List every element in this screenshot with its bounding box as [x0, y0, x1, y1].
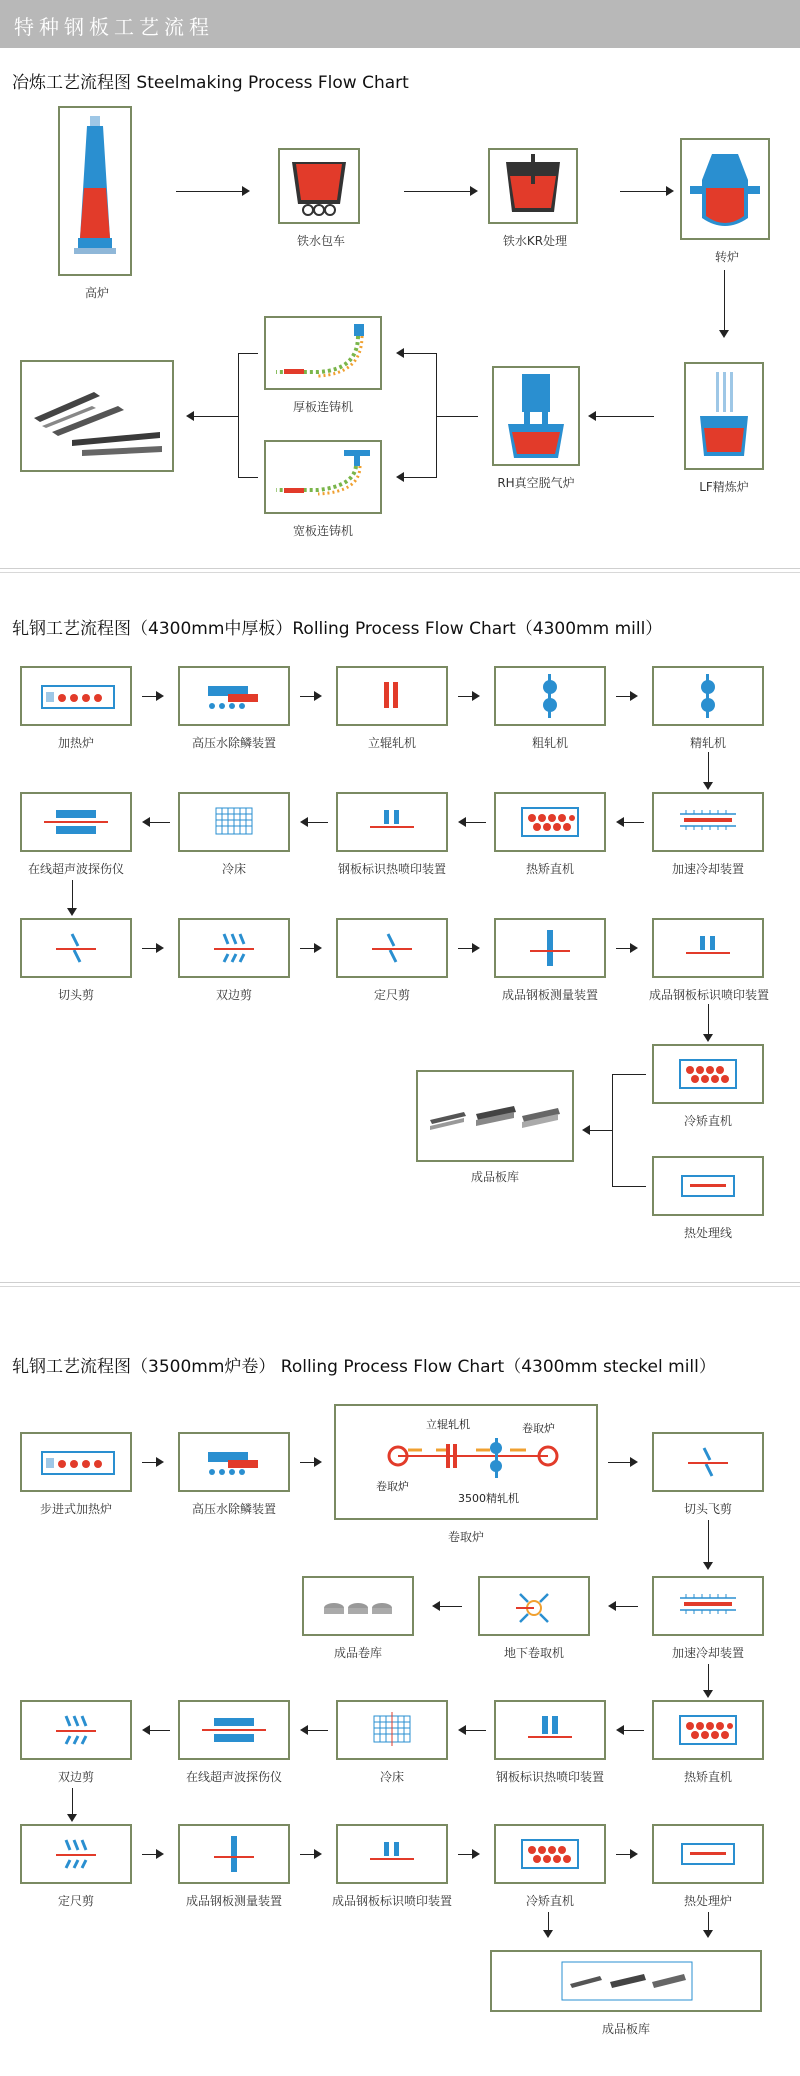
node-label: 卷取炉 — [447, 1530, 484, 1544]
node-label: 厚板连铸机 — [292, 400, 353, 414]
page-title: 特种钢板工艺流程 — [14, 15, 214, 39]
node-label: 粗轧机 — [531, 736, 568, 750]
crop-flying-shear-box — [652, 1432, 764, 1492]
shear-icon — [338, 920, 446, 976]
marking-device-icon — [654, 920, 762, 976]
header-bar — [0, 0, 800, 48]
accelerated-cooling-icon — [654, 794, 762, 850]
hot-leveler-icon — [496, 794, 604, 850]
vertical-mill-label: 立辊轧机 — [426, 1418, 470, 1431]
section1-title: 冶炼工艺流程图 Steelmaking Process Flow Chart — [12, 73, 409, 93]
accelerated-cooling-box — [652, 792, 764, 852]
hot-leveler-icon — [654, 1702, 762, 1758]
double-shear-icon — [180, 920, 288, 976]
measuring-device-icon — [180, 1826, 288, 1882]
heating-furnace-icon — [22, 1434, 130, 1490]
node-label: 加热炉 — [57, 736, 94, 750]
kr-ladle-icon — [490, 150, 576, 222]
heating-furnace-box — [20, 666, 132, 726]
lf-furnace-icon — [686, 364, 762, 468]
node-label: 热处理炉 — [683, 1894, 732, 1908]
measuring-device-box — [494, 918, 606, 978]
walking-beam-furnace-box — [20, 1432, 132, 1492]
node-label: 成品钢板标识喷印装置 — [331, 1894, 452, 1908]
final-marking-box — [652, 918, 764, 978]
node-label: 热矫直机 — [525, 862, 574, 876]
wide-slab-caster-box — [264, 440, 382, 514]
coil-storage-box — [302, 1576, 414, 1636]
marking-device-icon — [496, 1702, 604, 1758]
thick-slab-caster-box — [264, 316, 382, 390]
heat-treatment-icon — [654, 1826, 762, 1882]
node-label: LF精炼炉 — [699, 480, 749, 494]
coil-furnace-right-label: 卷取炉 — [522, 1422, 555, 1435]
hot-leveler-box — [494, 792, 606, 852]
node-label: 成品卷库 — [333, 1646, 382, 1660]
final-marking-box — [336, 1824, 448, 1884]
node-label: 步进式加热炉 — [39, 1502, 112, 1516]
slab-caster-icon — [266, 318, 380, 388]
hot-leveler-box — [652, 1700, 764, 1760]
finishing-mill-label: 3500精轧机 — [458, 1492, 519, 1505]
ultrasonic-tester-box — [178, 1700, 290, 1760]
finishing-mill-box — [652, 666, 764, 726]
node-label: 在线超声波探伤仪 — [27, 862, 124, 876]
node-label: 钢板标识热喷印装置 — [337, 862, 446, 876]
node-label: 切头飞剪 — [683, 1502, 732, 1516]
cooling-bed-icon — [338, 1702, 446, 1758]
lf-furnace-box — [684, 362, 764, 470]
cooling-bed-box — [178, 792, 290, 852]
crop-shear-box — [20, 918, 132, 978]
node-label: 高炉 — [84, 286, 109, 300]
cooling-bed-box — [336, 1700, 448, 1760]
node-label: 在线超声波探伤仪 — [185, 1770, 282, 1784]
node-label: 热处理线 — [683, 1226, 732, 1240]
blast-furnace-box — [58, 106, 132, 276]
heat-treatment-furnace-box — [652, 1824, 764, 1884]
ultrasonic-tester-icon — [180, 1702, 288, 1758]
node-label: 铁水包车 — [296, 234, 345, 248]
slab-product-box — [20, 360, 174, 472]
marking-device-icon — [338, 1826, 446, 1882]
cold-leveler-box — [494, 1824, 606, 1884]
finished-plate-storage-box — [490, 1950, 762, 2012]
steckel-mill-box — [334, 1404, 598, 1520]
node-label: 冷床 — [221, 862, 246, 876]
node-label: 转炉 — [714, 250, 739, 264]
hot-marking-box — [336, 792, 448, 852]
node-label: 加速冷却装置 — [671, 1646, 744, 1660]
heat-treatment-icon — [654, 1158, 762, 1214]
ladle-car-icon — [280, 150, 358, 222]
heat-treatment-line-box — [652, 1156, 764, 1216]
roughing-mill-icon — [496, 668, 604, 724]
double-shear-icon — [22, 1702, 130, 1758]
double-shear-icon — [22, 1826, 130, 1882]
cold-leveler-box — [652, 1044, 764, 1104]
finished-plate-storage-box — [416, 1070, 574, 1162]
hot-metal-ladle-car-box — [278, 148, 360, 224]
rh-degasser-icon — [494, 368, 578, 464]
node-label: 加速冷却装置 — [671, 862, 744, 876]
converter-icon — [682, 140, 768, 238]
node-label: 成品钢板标识喷印装置 — [648, 988, 769, 1002]
node-label: 双边剪 — [215, 988, 252, 1002]
descaling-box — [178, 1432, 290, 1492]
node-label: 双边剪 — [57, 1770, 94, 1784]
vertical-mill-icon — [338, 668, 446, 724]
node-label: 成品板库 — [470, 1170, 519, 1184]
converter-box — [680, 138, 770, 240]
node-label: 宽板连铸机 — [292, 524, 353, 538]
side-trimmer-box — [20, 1700, 132, 1760]
kr-treatment-box — [488, 148, 578, 224]
descaling-icon — [180, 668, 288, 724]
section2-title: 轧钢工艺流程图（4300mm中厚板）Rolling Process Flow Chart（4300mm mill） — [12, 619, 663, 639]
shear-icon — [22, 920, 130, 976]
node-label: 定尺剪 — [57, 1894, 94, 1908]
node-label: 成品钢板测量装置 — [185, 1894, 282, 1908]
node-label: 成品板库 — [601, 2022, 650, 2036]
ultrasonic-tester-box — [20, 792, 132, 852]
cooling-bed-icon — [180, 794, 288, 850]
node-label: 切头剪 — [57, 988, 94, 1002]
dividing-shear-box — [336, 918, 448, 978]
node-label: 定尺剪 — [373, 988, 410, 1002]
blast-furnace-icon — [60, 108, 130, 274]
accelerated-cooling-icon — [654, 1578, 762, 1634]
steel-plates-icon — [492, 1952, 760, 2010]
hot-marking-box — [494, 1700, 606, 1760]
node-label: 冷矫直机 — [683, 1114, 732, 1128]
cold-leveler-icon — [496, 1826, 604, 1882]
dividing-shear-box — [20, 1824, 132, 1884]
node-label: 钢板标识热喷印装置 — [495, 1770, 604, 1784]
shear-icon — [654, 1434, 762, 1490]
accelerated-cooling-box — [652, 1576, 764, 1636]
node-label: 冷床 — [379, 1770, 404, 1784]
marking-device-icon — [338, 794, 446, 850]
slab-caster-icon — [266, 442, 380, 512]
section3-title: 轧钢工艺流程图（3500mm炉卷） Rolling Process Flow Chart（4300mm steckel mill） — [12, 1357, 716, 1377]
descaling-box — [178, 666, 290, 726]
node-label: 成品钢板测量装置 — [501, 988, 598, 1002]
coil-furnace-left-label: 卷取炉 — [376, 1480, 409, 1493]
descaling-icon — [180, 1434, 288, 1490]
steel-plates-icon — [418, 1072, 572, 1160]
node-label: 高压水除鳞装置 — [191, 736, 276, 750]
node-label: 热矫直机 — [683, 1770, 732, 1784]
node-label: 精轧机 — [689, 736, 726, 750]
cold-leveler-icon — [654, 1046, 762, 1102]
node-label: 立辊轧机 — [367, 736, 416, 750]
node-label: RH真空脱气炉 — [497, 476, 575, 490]
node-label: 高压水除鳞装置 — [191, 1502, 276, 1516]
coils-icon — [304, 1578, 412, 1634]
roughing-mill-box — [494, 666, 606, 726]
side-trimmer-box — [178, 918, 290, 978]
downcoiler-icon — [480, 1578, 588, 1634]
vertical-mill-box — [336, 666, 448, 726]
rh-degasser-box — [492, 366, 580, 466]
ultrasonic-tester-icon — [22, 794, 130, 850]
steel-slabs-icon — [22, 362, 172, 470]
finishing-mill-icon — [654, 668, 762, 724]
heating-furnace-icon — [22, 668, 130, 724]
node-label: 地下卷取机 — [503, 1646, 564, 1660]
measuring-device-icon — [496, 920, 604, 976]
downcoiler-box — [478, 1576, 590, 1636]
measuring-device-box — [178, 1824, 290, 1884]
node-label: 铁水KR处理 — [502, 234, 568, 248]
node-label: 冷矫直机 — [525, 1894, 574, 1908]
